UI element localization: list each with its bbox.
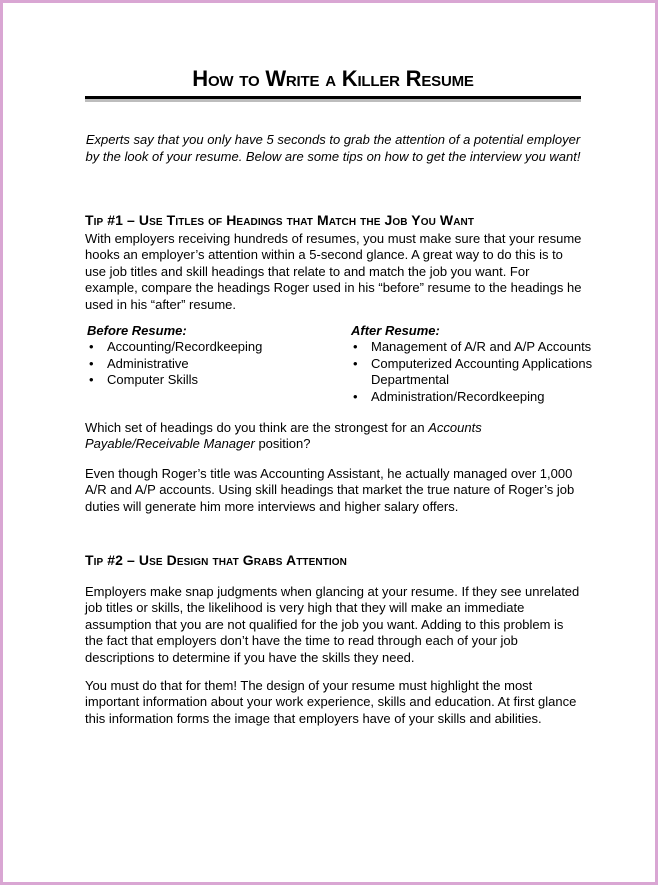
after-resume-column <box>351 323 621 405</box>
tip2-heading: Tip #2 – Use Design that Grabs Attention <box>85 552 347 568</box>
before-resume-column <box>87 323 347 389</box>
list-item: • Management of A/R and A/P Accounts <box>351 339 621 355</box>
list-item: • Administration/Recordkeeping <box>351 389 621 405</box>
list-item: • Computer Skills <box>87 372 347 388</box>
list-item: • Computerized Accounting Applications Departmental <box>351 356 601 389</box>
before-resume-title: Before Resume: <box>87 323 187 338</box>
question-position: Accounts Payable/Receivable Manager <box>85 420 482 452</box>
tip1-heading: Tip #1 – Use Titles of Headings that Match the Job You Want <box>85 212 475 228</box>
list-item: • Administrative <box>87 356 347 372</box>
after-resume-list <box>351 339 621 405</box>
tip1-question <box>85 420 585 453</box>
intro-paragraph: Experts say that you only have 5 seconds to grab the attention of a potential employer by the look of your resume. Below are some tips on how to get the interview you want! <box>85 132 581 164</box>
tip1-body: With employers receiving hundreds of resumes, you must make sure that your resume hooks an employer’s attention within a 5-second glance. A great way to do this is to use job titles and skill headings that relate to and match the job you want. For example, compare the headings Roger used in his “before” resume to the headings he used in his “after” resume. <box>85 231 582 312</box>
page-title: How to Write a Killer Resume <box>192 66 474 91</box>
tip2-paragraph-1: Employers make snap judgments when glancing at your resume. If they see unrelated job titles or skills, the likelihood is very high that they will make an immediate assumption that you are not qualified for the job you want. Adding to this problem is the fact that employers don’t have the time to read through each of your job descriptions to determine if you have the skills they need. <box>85 584 580 665</box>
title-rule <box>85 96 581 99</box>
list-item: • Accounting/Recordkeeping <box>87 339 347 355</box>
after-resume-title: After Resume: <box>351 323 440 338</box>
tip1-explanation: Even though Roger’s title was Accounting Assistant, he actually managed over 1,000 A/R and A/P accounts. Using skill headings that market the true nature of Roger’s job duties will generate him more interviews and higher salary offers. <box>85 466 575 514</box>
before-resume-list <box>87 339 347 388</box>
question-start: Which set of headings do you think are the strongest for an <box>85 420 429 435</box>
question-end: position? <box>254 436 311 452</box>
tip2-paragraph-2: You must do that for them! The design of your resume must highlight the most important information about your work experience, skills and education. At first glance this information forms the image that employers have of your skills and abilities. <box>85 678 577 726</box>
